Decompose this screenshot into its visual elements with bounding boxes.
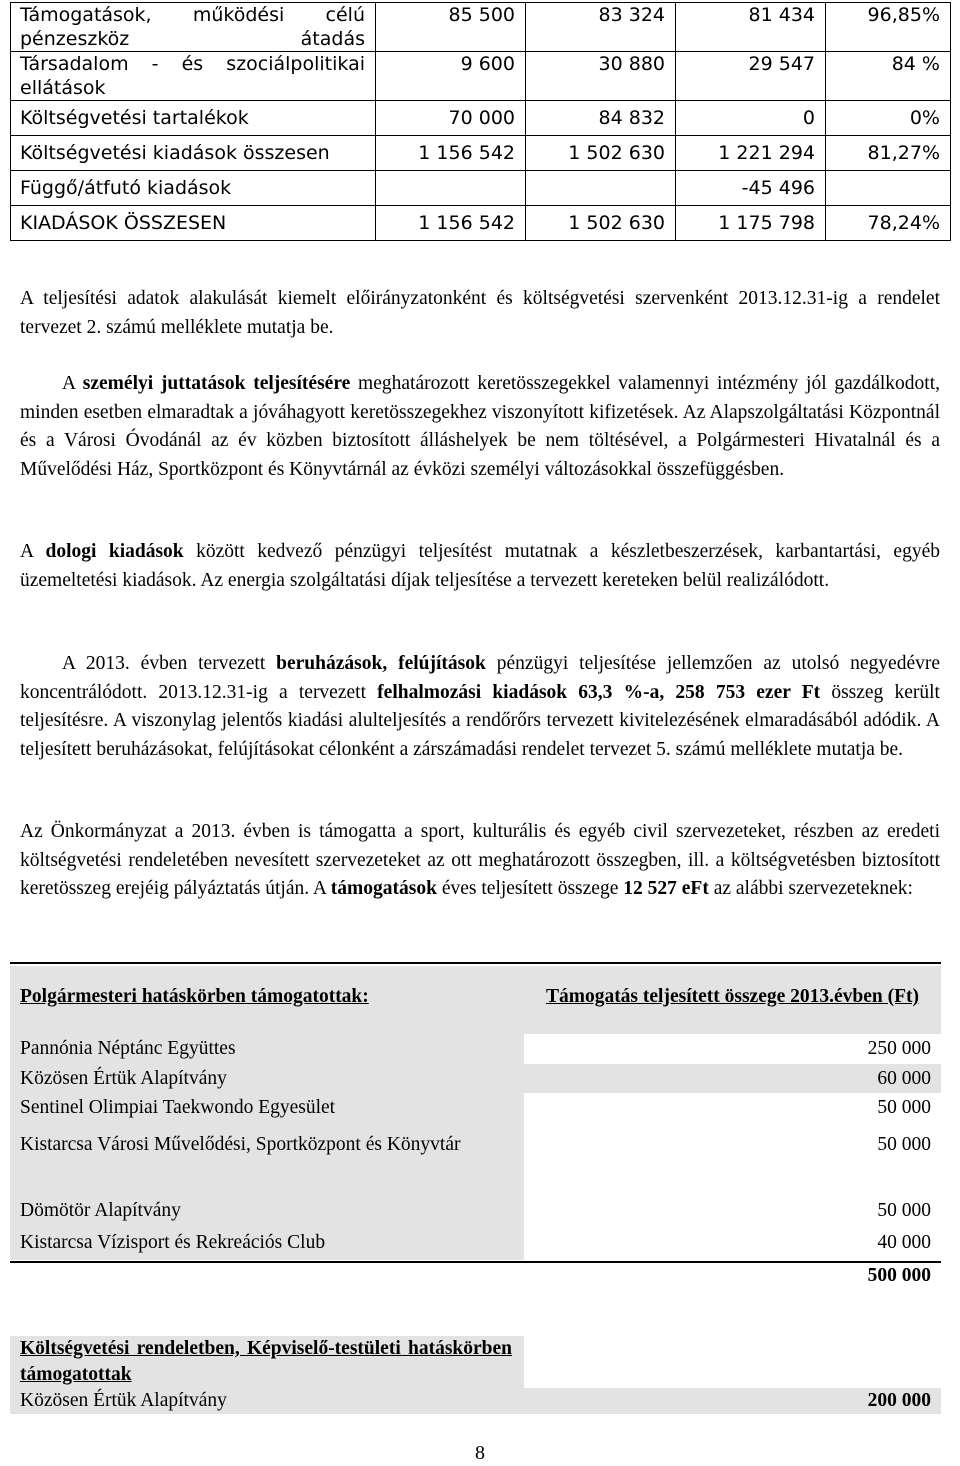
cell-pct: 78,24% [826, 206, 951, 241]
org-amount: 60 000 [524, 1064, 941, 1093]
text-run-bold: 12 527 eFt [623, 878, 709, 899]
text-run-bold: támogatások [330, 878, 437, 899]
header-empty [524, 1336, 941, 1388]
table-header-row [10, 1336, 941, 1388]
org-name: Dömötör Alapítvány [20, 1200, 181, 1221]
cell-c3: 0 [676, 101, 826, 136]
org-amount: 50 000 [524, 1196, 941, 1226]
table-row [10, 1034, 941, 1064]
row-label: Költségvetési kiadások összesen [11, 136, 376, 171]
text-run-bold: dologi kiadások [45, 541, 184, 562]
cell-c2: 30 880 [526, 52, 676, 101]
paragraph-dologi [20, 538, 940, 595]
text-run: éves teljesített összege [436, 878, 624, 899]
cell-c1: 70 000 [376, 101, 526, 136]
paragraph-onkormanyzat [20, 818, 940, 904]
table-row [11, 136, 951, 171]
cell-pct: 96,85% [826, 3, 951, 52]
page-number: 8 [475, 1442, 485, 1464]
org-name: Sentinel Olimpiai Taekwondo Egyesület [20, 1096, 336, 1118]
text-run: A 2013. évben tervezett [62, 653, 277, 674]
cell-c2 [526, 171, 676, 206]
text-run: összeg került teljesítésre. A viszonylag jelentős kiadási alulteljesítés a rendőrőrs tervezett kivitelezésének elmaradásából adódik. A teljesített beruházásokat, felújításokat célonként a zárszámadási rendelet tervezet 5. számú melléklete mutatja be. [20, 681, 940, 760]
cell-c3: -45 496 [676, 171, 826, 206]
cell-c1: 85 500 [376, 3, 526, 52]
table-row [11, 171, 951, 206]
cell-c3: 29 547 [676, 52, 826, 101]
support-total: 500 000 [867, 1265, 931, 1286]
text-run: A [62, 373, 83, 394]
table-row [10, 1093, 941, 1122]
support-table-kepviselo [10, 1336, 941, 1414]
cell-c2: 84 832 [526, 101, 676, 136]
paragraph-teljesitesi: A teljesítési adatok alakulását kiemelt előirányzatonként és költségvetési szervenként 2013.12.31-ig a rendelet tervezet 2. számú melléklete mutatja be. [20, 288, 940, 338]
org-name: Kistarcsa Vízisport és Rekreációs Club [20, 1232, 326, 1253]
text-run-bold: beruházások, felújítások [276, 653, 486, 674]
org-name: Kistarcsa Városi Művelődési, Sportközpont és Könyvtár [20, 1134, 461, 1155]
header-text: Költségvetési rendeletben, Képviselő-testületi hatáskörben támogatottak [20, 1338, 512, 1385]
org-amount: 50 000 [524, 1093, 941, 1122]
text-run: az alábbi szervezeteknek: [708, 878, 913, 899]
text-run: A [20, 541, 46, 562]
org-name: Közösen Értük Alapítvány [20, 1067, 227, 1089]
budget-table [10, 2, 951, 241]
table-row [10, 1196, 941, 1226]
row-label [11, 3, 376, 52]
cell-c3: 1 221 294 [676, 136, 826, 171]
header-left: Polgármesteri hatáskörben támogatottak: [20, 986, 369, 1007]
cell-c1 [376, 171, 526, 206]
row-label [11, 52, 376, 101]
support-table-top-rule [10, 962, 941, 964]
table-row [10, 1122, 941, 1196]
label-text: Társadalom - és szociálpolitikai ellátások [20, 53, 365, 99]
paragraph-szemelyi [20, 370, 940, 484]
table-row [11, 52, 951, 101]
cell-c3: 81 434 [676, 3, 826, 52]
row-label: Függő/átfutó kiadások [11, 171, 376, 206]
label-text: Támogatások, működési célú pénzeszköz átadás [20, 4, 365, 50]
table-row [11, 3, 951, 52]
cell-pct: 84 % [826, 52, 951, 101]
table-row [10, 1388, 941, 1414]
org-name: Közösen Értük Alapítvány [20, 1390, 227, 1411]
header-cell [10, 1336, 524, 1388]
header-right: Támogatás teljesített összege 2013.évben (Ft) [524, 966, 941, 1034]
text-run-bold: személyi juttatások teljesítésére [82, 373, 351, 394]
cell-c3: 1 175 798 [676, 206, 826, 241]
table-row [11, 206, 951, 241]
table-row [11, 101, 951, 136]
text-run: meghatározott keretösszegekkel valamennyi intézmény jól gazdálkodott, minden esetben elmaradtak a jóváhagyott keretösszegekhez viszonyított kifizetések. Az Alapszolgáltatási Központnál és a Városi Óvodánál az év közben biztosított álláshelyek be nem töltésével, a Polgármesteri Hivatalnál és a Művelődési Ház, Sportközpont és Könyvtárnál az évközi személyi változásokkal összefüggésben. [20, 373, 940, 480]
text-run-bold: felhalmozási kiadások 63,3 %-a, 258 753 ezer Ft [377, 681, 821, 703]
org-amount: 200 000 [524, 1388, 941, 1414]
cell-pct: 0% [826, 101, 951, 136]
cell-c1: 1 156 542 [376, 206, 526, 241]
org-name: Pannónia Néptánc Együttes [20, 1038, 236, 1059]
row-label: Költségvetési tartalékok [11, 101, 376, 136]
table-header-row [10, 966, 941, 1034]
cell-c2: 1 502 630 [526, 206, 676, 241]
cell-c1: 9 600 [376, 52, 526, 101]
text-run: pénzügyi teljesítése jellemzően az utolsó negyedévre koncentrálódott. 2013.12.31-ig a tervezett [20, 653, 941, 703]
text-run: között kedvező pénzügyi teljesítést mutatnak a készletbeszerzések, karbantartási, egyéb üzemeltetési kiadások. Az energia szolgáltatási díjak teljesítése a tervezett kereteken belül realizálódott. [20, 541, 940, 591]
cell-pct [826, 171, 951, 206]
cell-c2: 1 502 630 [526, 136, 676, 171]
text-run: Az Önkormányzat a 2013. évben is támogatta a sport, kulturális és egyéb civil szervezeteket, részben az eredeti költségvetési rendeletében nevesített szervezeteket az ott meghatározott összegben, ill. a költségvetésben biztosított keretösszeg erejéig pályáztatás útján. A [20, 821, 940, 899]
org-amount: 40 000 [524, 1226, 941, 1260]
support-table-polgarmesteri [10, 966, 941, 1260]
cell-pct: 81,27% [826, 136, 951, 171]
table-row [10, 1226, 941, 1260]
org-amount: 50 000 [524, 1122, 941, 1196]
row-label: KIADÁSOK ÖSSZESEN [11, 206, 376, 241]
org-amount: 250 000 [524, 1034, 941, 1064]
table-row [10, 1064, 941, 1093]
cell-c1: 1 156 542 [376, 136, 526, 171]
paragraph-beruhazasok [20, 650, 940, 764]
cell-c2: 83 324 [526, 3, 676, 52]
